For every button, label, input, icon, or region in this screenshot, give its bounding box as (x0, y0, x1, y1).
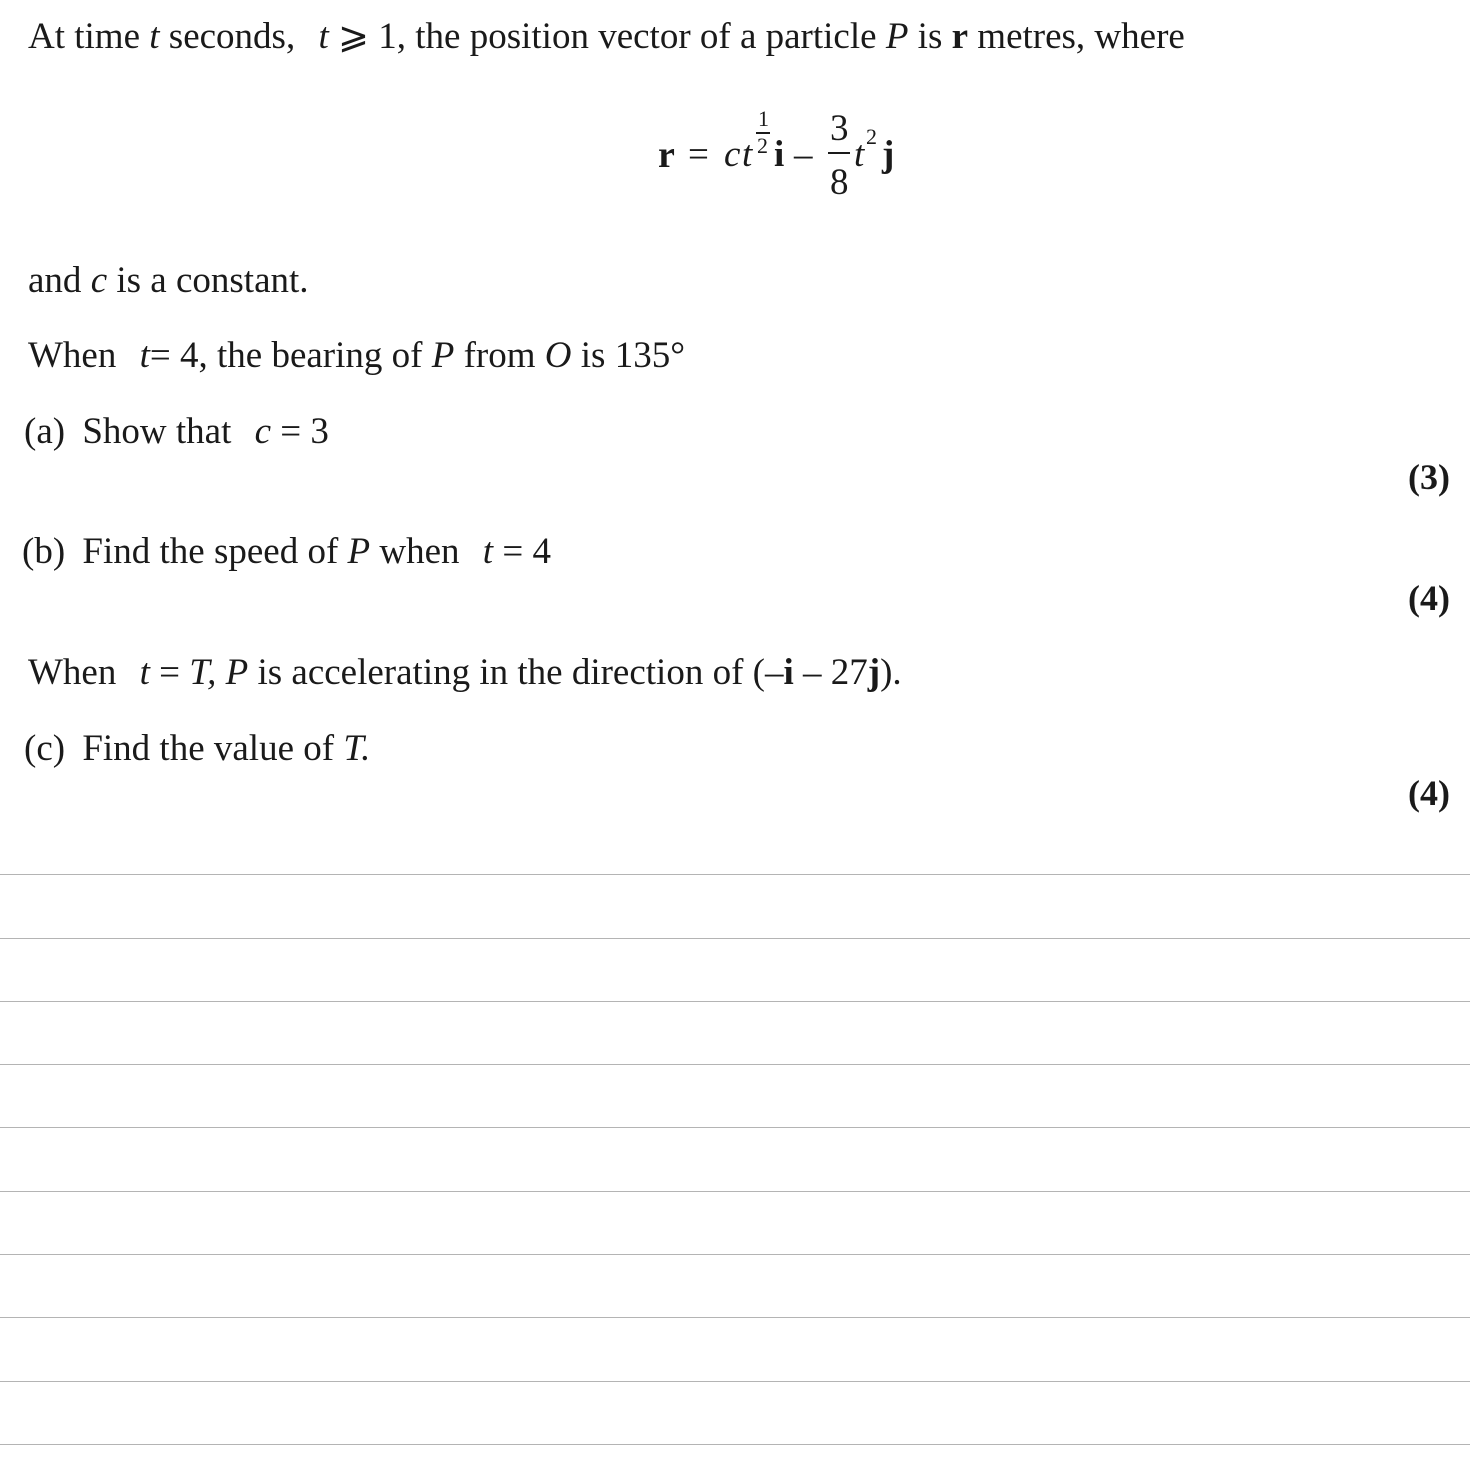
part-b-text: = 4 (502, 531, 551, 572)
var-T: T. (343, 728, 371, 769)
accel-text: is accelerating in the direction of (– (257, 652, 784, 693)
intro-text: 1, the position vector of a particle (378, 16, 877, 57)
eq-frac-den: 8 (830, 162, 849, 203)
eq-exp-num: 1 (758, 106, 769, 131)
part-a (24, 413, 329, 450)
bearing-text: is 135° (580, 335, 685, 376)
eq-coef: c (724, 134, 741, 175)
part-c (24, 730, 370, 767)
var-P: P (885, 16, 909, 57)
answer-line[interactable] (0, 1127, 1470, 1128)
var-P: P (225, 652, 249, 693)
intro-line (28, 18, 1185, 55)
part-b-label: (b) (22, 531, 66, 572)
part-c-marks: (4) (1408, 773, 1450, 813)
accel-text: = (159, 652, 181, 693)
part-c-text: Find the value of (82, 728, 335, 769)
eq-exp2: 2 (866, 124, 877, 149)
constant-line (28, 262, 309, 299)
eq-j: j (882, 134, 895, 175)
bearing-line (28, 337, 685, 374)
bearing-text: from (463, 335, 536, 376)
var-t: t (482, 531, 494, 572)
accel-line (28, 654, 902, 691)
var-t: t (149, 16, 160, 57)
constant-text: and (28, 260, 82, 301)
part-a-text: Show that (82, 411, 232, 452)
answer-line[interactable] (0, 1191, 1470, 1192)
answer-line[interactable] (0, 1444, 1470, 1445)
eq-frac-bar (828, 152, 850, 154)
part-b (22, 533, 551, 570)
var-t: t (139, 335, 150, 376)
eq-t2: t (854, 134, 865, 175)
part-b-marks: (4) (1408, 578, 1450, 618)
constant-text: is a constant. (116, 260, 309, 301)
accel-text: When (28, 652, 117, 693)
bearing-text: = 4, the bearing of (149, 335, 423, 376)
answer-line[interactable] (0, 938, 1470, 939)
part-c-label: (c) (24, 728, 66, 769)
var-c: c (254, 411, 272, 452)
var-t: t (139, 652, 150, 693)
vector-j: j (867, 652, 881, 693)
answer-line[interactable] (0, 1381, 1470, 1382)
eq-equals: = (688, 134, 709, 175)
eq-minus: – (794, 134, 813, 175)
eq-t: t (742, 134, 753, 175)
vector-r: r (951, 16, 969, 57)
bearing-text: When (28, 335, 117, 376)
part-a-text: = 3 (280, 411, 329, 452)
part-b-text: when (379, 531, 460, 572)
var-P: P (347, 531, 371, 572)
var-t: t (318, 16, 329, 57)
eq-lhs: r (658, 134, 675, 176)
accel-text: – 27 (803, 652, 868, 693)
var-c: c (90, 260, 108, 301)
intro-text: At time (28, 16, 141, 57)
intro-text: seconds, (168, 16, 296, 57)
var-T: T, (189, 652, 217, 693)
answer-line[interactable] (0, 874, 1470, 875)
answer-line[interactable] (0, 1064, 1470, 1065)
answer-line[interactable] (0, 1317, 1470, 1318)
accel-text: ). (880, 652, 902, 693)
var-P: P (431, 335, 455, 376)
var-O: O (544, 335, 572, 376)
part-b-text: Find the speed of (82, 531, 339, 572)
part-a-label: (a) (24, 411, 66, 452)
position-equation (656, 104, 916, 204)
answer-line[interactable] (0, 1254, 1470, 1255)
eq-frac-num: 3 (830, 108, 849, 149)
intro-text: is (917, 16, 943, 57)
intro-text: metres, where (977, 16, 1185, 57)
vector-i: i (783, 652, 794, 693)
eq-exp-den: 2 (757, 133, 768, 158)
answer-line[interactable] (0, 1001, 1470, 1002)
eq-i: i (774, 134, 785, 175)
part-a-marks: (3) (1408, 457, 1450, 497)
geq-symbol: ⩾ (337, 16, 369, 57)
